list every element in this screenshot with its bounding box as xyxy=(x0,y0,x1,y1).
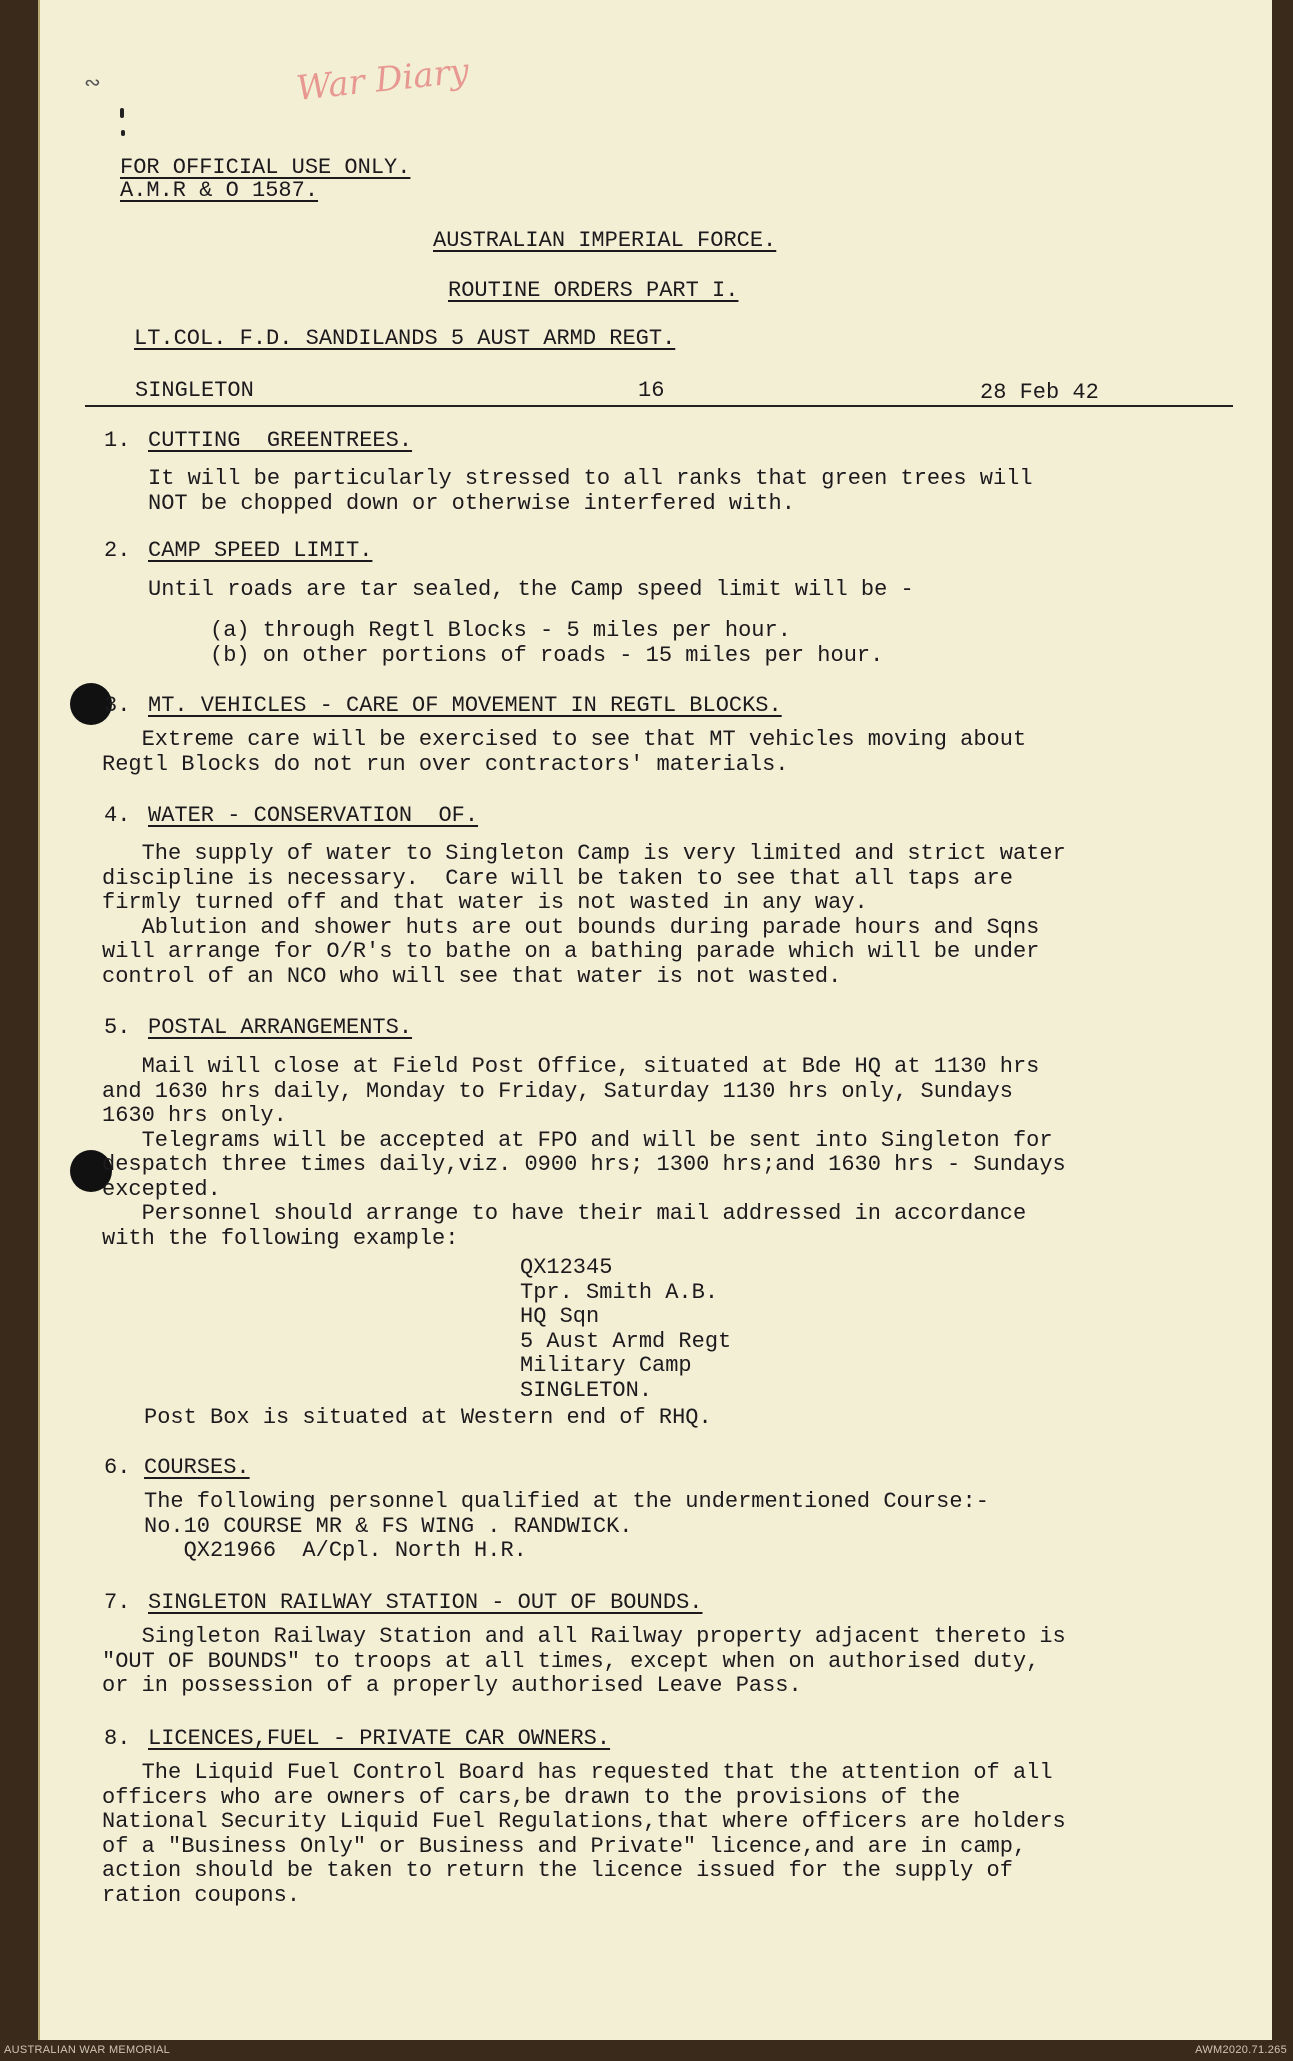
section-title: CAMP SPEED LIMIT. xyxy=(148,538,373,563)
reference-number: A.M.R & O 1587. xyxy=(120,178,319,203)
section-number: 5. xyxy=(104,1015,131,1040)
section-number: 8. xyxy=(104,1726,131,1751)
section-title: CUTTING GREENTREES. xyxy=(148,428,413,453)
section-title: POSTAL ARRANGEMENTS. xyxy=(148,1015,413,1040)
section-title: COURSES. xyxy=(144,1455,250,1480)
order-date: 28 Feb 42 xyxy=(980,380,1099,405)
section-body: Until roads are tar sealed, the Camp speed limit will be - xyxy=(148,577,914,602)
commander: LT.COL. F.D. SANDILANDS 5 AUST ARMD REGT. xyxy=(134,326,676,351)
list-item: (b) on other portions of roads - 15 miles per hour. xyxy=(210,643,884,668)
header-rule xyxy=(85,405,1233,407)
section-body: It will be particularly stressed to all ranks that green trees will NOT be chopped down or otherwise interfered with. xyxy=(148,466,1033,516)
paperclip-mark: ∾ xyxy=(84,73,101,96)
address-example: QX12345 Tpr. Smith A.B. HQ Sqn 5 Aust Armd Regt Military Camp SINGLETON. xyxy=(520,1255,732,1403)
footer-accession-number: AWM2020.71.265 xyxy=(1195,2044,1287,2056)
section-number: 1. xyxy=(104,428,131,453)
section-title: LICENCES,FUEL - PRIVATE CAR OWNERS. xyxy=(148,1726,611,1751)
section-title: MT. VEHICLES - CARE OF MOVEMENT IN REGTL BLOCKS. xyxy=(148,693,782,718)
ink-dot xyxy=(121,130,125,136)
organisation-title: AUSTRALIAN IMPERIAL FORCE. xyxy=(433,228,777,253)
classification: FOR OFFICIAL USE ONLY. xyxy=(120,155,411,180)
post-box-note: Post Box is situated at Western end of RHQ. xyxy=(144,1405,712,1430)
section-number: 3. xyxy=(104,693,131,718)
handwritten-annotation: War Diary xyxy=(294,51,471,109)
section-number: 6. xyxy=(104,1455,131,1480)
document-page xyxy=(38,0,1272,2040)
section-body: The Liquid Fuel Control Board has requested that the attention of all officers who are owners of cars,be drawn to the provisions of the National Security Liquid Fuel Regulations,that where officers are holders of a "Business Only" or Business and Private" licence,and are in camp, action should be taken to return the licence issued for the supply of ration coupons. xyxy=(102,1760,1066,1908)
section-title: SINGLETON RAILWAY STATION - OUT OF BOUNDS. xyxy=(148,1590,703,1615)
section-title: WATER - CONSERVATION OF. xyxy=(148,803,479,828)
section-body: Singleton Railway Station and all Railway property adjacent thereto is "OUT OF BOUNDS" to troops at all times, except when on authorised duty, or in possession of a properly authorised Leave Pass. xyxy=(102,1624,1066,1698)
order-number: 16 xyxy=(638,378,665,403)
order-type: ROUTINE ORDERS PART I. xyxy=(448,278,739,303)
footer-credit: AUSTRALIAN WAR MEMORIAL xyxy=(4,2044,171,2056)
ink-dot xyxy=(120,108,124,118)
section-number: 4. xyxy=(104,803,131,828)
location: SINGLETON xyxy=(135,378,254,403)
section-body: The following personnel qualified at the undermentioned Course:- No.10 COURSE MR & FS WING . RANDWICK. QX21966 A/Cpl. North H.R. xyxy=(144,1489,989,1563)
section-body: The supply of water to Singleton Camp is very limited and strict water discipline is necessary. Care will be taken to see that all taps are firmly turned off and that water is not wasted in any way. Ablution and shower huts are out bounds during parade hours and Sqns will arrange for O/R's to bathe on a bathing parade which will be under control of an NCO who will see that water is not wasted. xyxy=(102,841,1066,989)
list-item: (a) through Regtl Blocks - 5 miles per hour. xyxy=(210,618,791,643)
section-body: Mail will close at Field Post Office, situated at Bde HQ at 1130 hrs and 1630 hrs daily, Monday to Friday, Saturday 1130 hrs only, Sundays 1630 hrs only. Telegrams will be accepted at FPO and will be sent into Singleton for despatch three times daily,viz. 0900 hrs; 1300 hrs;and 1630 hrs - Sundays excepted. Personnel should arrange to have their mail addressed in accordance with the following example: xyxy=(102,1054,1066,1251)
section-body: Extreme care will be exercised to see that MT vehicles moving about Regtl Blocks do not run over contractors' materials. xyxy=(102,727,1027,777)
section-number: 2. xyxy=(104,538,131,563)
section-number: 7. xyxy=(104,1590,131,1615)
